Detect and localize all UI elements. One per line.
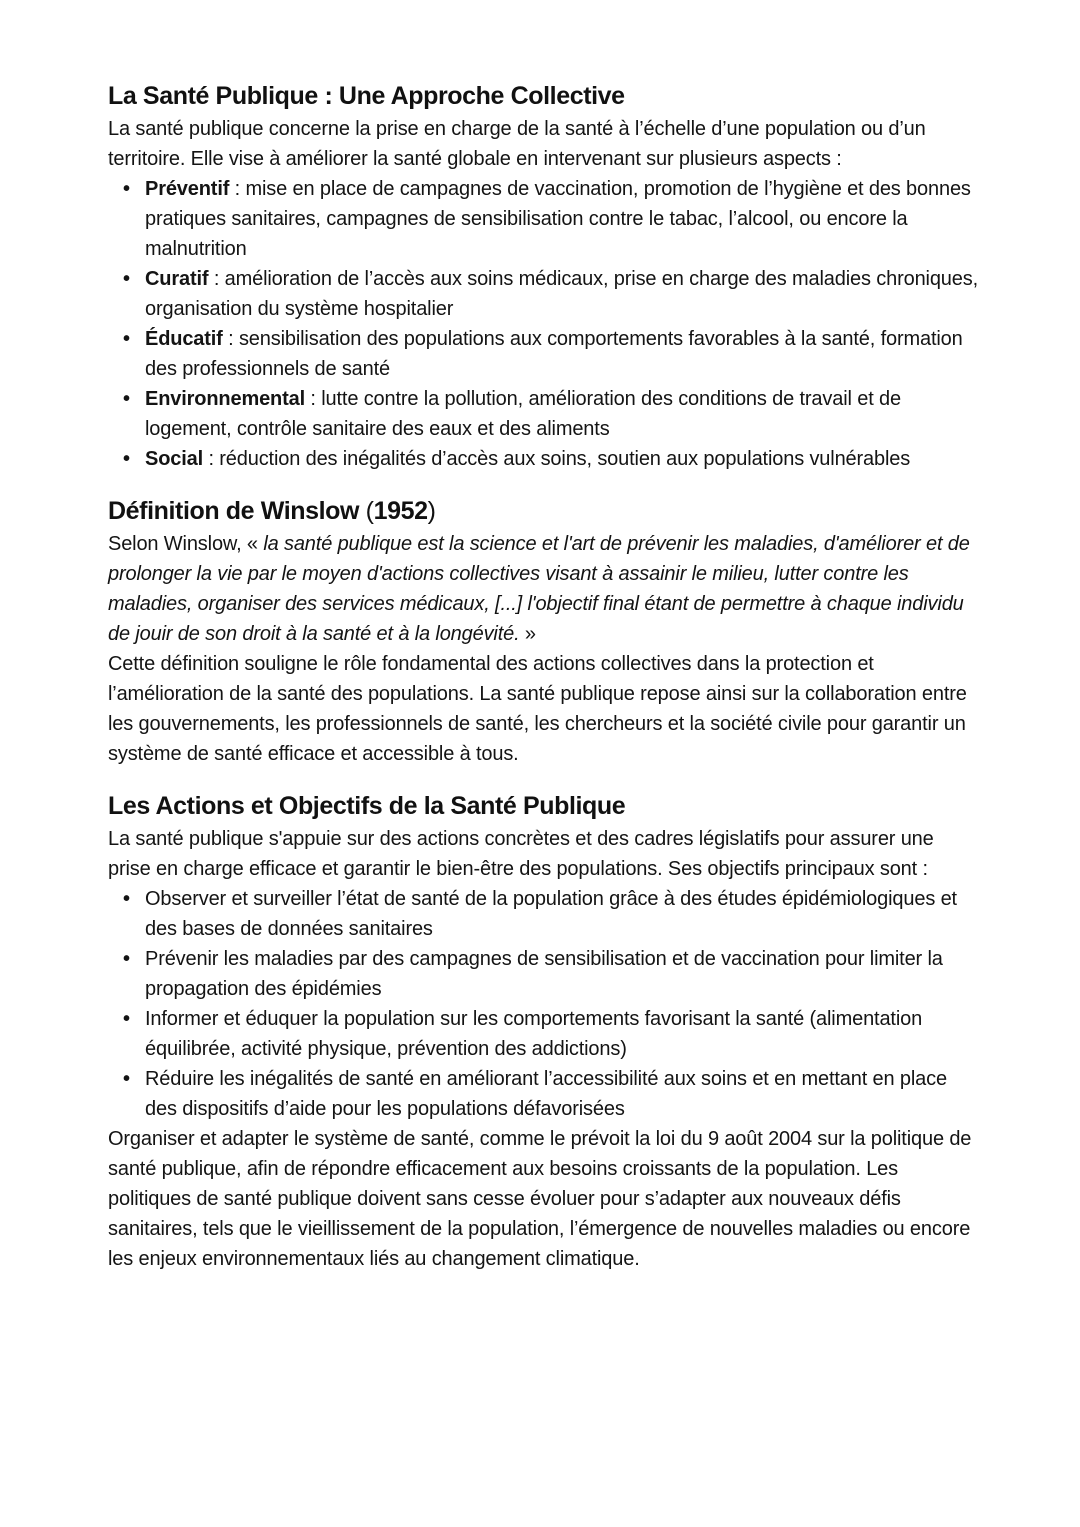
item-text: réduction des inégalités d’accès aux soins, soutien aux populations vulnérables (219, 448, 911, 470)
item-text: lutte contre la pollution, amélioration des conditions de travail et de logement, contrôle sanitaire des eaux et des aliments (145, 388, 901, 440)
quote-lead: Selon Winslow, « (108, 533, 264, 555)
bullet-icon: • (123, 1008, 130, 1030)
section-intro: La santé publique s'appuie sur des actions concrètes et des cadres législatifs pour assurer une prise en charge efficace et garantir le bien-être des populations. Ses objectifs principaux sont : (108, 828, 934, 880)
list-item (108, 1004, 978, 1064)
item-text: Réduire les inégalités de santé en améliorant l’accessibilité aux soins et en mettant en place des dispositifs d’aide pour les populations défavorisées (145, 1068, 947, 1120)
list-item-preventif (108, 174, 978, 264)
heading-paren-open: ( (359, 497, 374, 525)
section-heading: La Santé Publique : Une Approche Collective (108, 82, 625, 110)
item-separator: : (203, 448, 220, 470)
item-separator: : (229, 178, 246, 200)
bullet-icon: • (123, 178, 130, 200)
list-item (108, 944, 978, 1004)
item-term: Préventif (145, 178, 230, 200)
item-text: Informer et éduquer la population sur les comportements favorisant la santé (alimentation équilibrée, activité physique, prévention des addictions) (145, 1008, 923, 1060)
list-item-educatif (108, 324, 978, 384)
section-intro: La santé publique concerne la prise en charge de la santé à l’échelle d’une population ou d’un territoire. Elle vise à améliorer la santé globale en intervenant sur plusieurs aspects : (108, 118, 926, 170)
winslow-quote-paragraph (108, 529, 978, 649)
bullet-icon: • (123, 268, 130, 290)
item-text: Prévenir les maladies par des campagnes de sensibilisation et de vaccination pour limiter la propagation des épidémies (145, 948, 943, 1000)
list-item-environnemental (108, 384, 978, 444)
item-term: Environnemental (145, 388, 306, 410)
bullet-icon: • (123, 948, 130, 970)
item-text: amélioration de l’accès aux soins médicaux, prise en charge des maladies chroniques, organisation du système hospitalier (145, 268, 979, 320)
section-heading (108, 493, 978, 529)
item-separator: : (222, 328, 239, 350)
section-body: Cette définition souligne le rôle fondamental des actions collectives dans la protection et l’amélioration de la santé des populations. La santé publique repose ainsi sur la collaboration entre les gouvernements, les professionnels de santé, les chercheurs et la société civile pour garantir un système de santé efficace et accessible à tous. (108, 653, 967, 765)
quote-close: » (519, 623, 536, 645)
heading-year: 1952 (373, 497, 428, 525)
heading-main: Définition de Winslow (108, 497, 360, 525)
bullet-icon: • (123, 388, 130, 410)
objectives-list (108, 884, 978, 1124)
item-term: Éducatif (145, 328, 223, 350)
section-definition-winslow (108, 493, 978, 769)
aspects-list (108, 174, 978, 474)
section-heading: Les Actions et Objectifs de la Santé Publique (108, 792, 626, 820)
item-text: mise en place de campagnes de vaccination, promotion de l’hygiène et des bonnes pratiques sanitaires, campagnes de sensibilisation contre le tabac, l’alcool, ou encore la malnutrition (145, 178, 971, 260)
list-item (108, 1064, 978, 1124)
item-separator: : (305, 388, 322, 410)
bullet-icon: • (123, 328, 130, 350)
item-term: Social (145, 448, 204, 470)
section-conclusion: Organiser et adapter le système de santé, comme le prévoit la loi du 9 août 2004 sur la politique de santé publique, afin de répondre efficacement aux besoins croissants de la population. Les politiques de santé publique doivent sans cesse évoluer pour s’adapter aux nouveaux défis sanitaires, tels que le vieillissement de la population, l’émergence de nouvelles maladies ou encore les enjeux environnementaux liés au changement climatique. (108, 1128, 972, 1270)
bullet-icon: • (123, 888, 130, 910)
document-page (108, 78, 978, 1274)
list-item (108, 884, 978, 944)
quote-text: la santé publique est la science et l'art de prévenir les maladies, d'améliorer et de prolonger la vie par le moyen d'actions collectives visant à assainir le milieu, lutter contre les maladies, organiser des services médicaux, [...] l'objectif final étant de permettre à chaque individu de jouir de son droit à la santé et à la longévité. (108, 533, 970, 645)
list-item-social (108, 444, 978, 474)
list-item-curatif (108, 264, 978, 324)
section-actions-objectifs (108, 788, 978, 1274)
bullet-icon: • (123, 448, 130, 470)
item-term: Curatif (145, 268, 209, 290)
heading-paren-close: ) (427, 497, 436, 525)
section-approche-collective (108, 78, 978, 474)
bullet-icon: • (123, 1068, 130, 1090)
item-text: Observer et surveiller l’état de santé de la population grâce à des études épidémiologiques et des bases de données sanitaires (145, 888, 957, 940)
item-text: sensibilisation des populations aux comportements favorables à la santé, formation des professionnels de santé (145, 328, 963, 380)
item-separator: : (208, 268, 225, 290)
